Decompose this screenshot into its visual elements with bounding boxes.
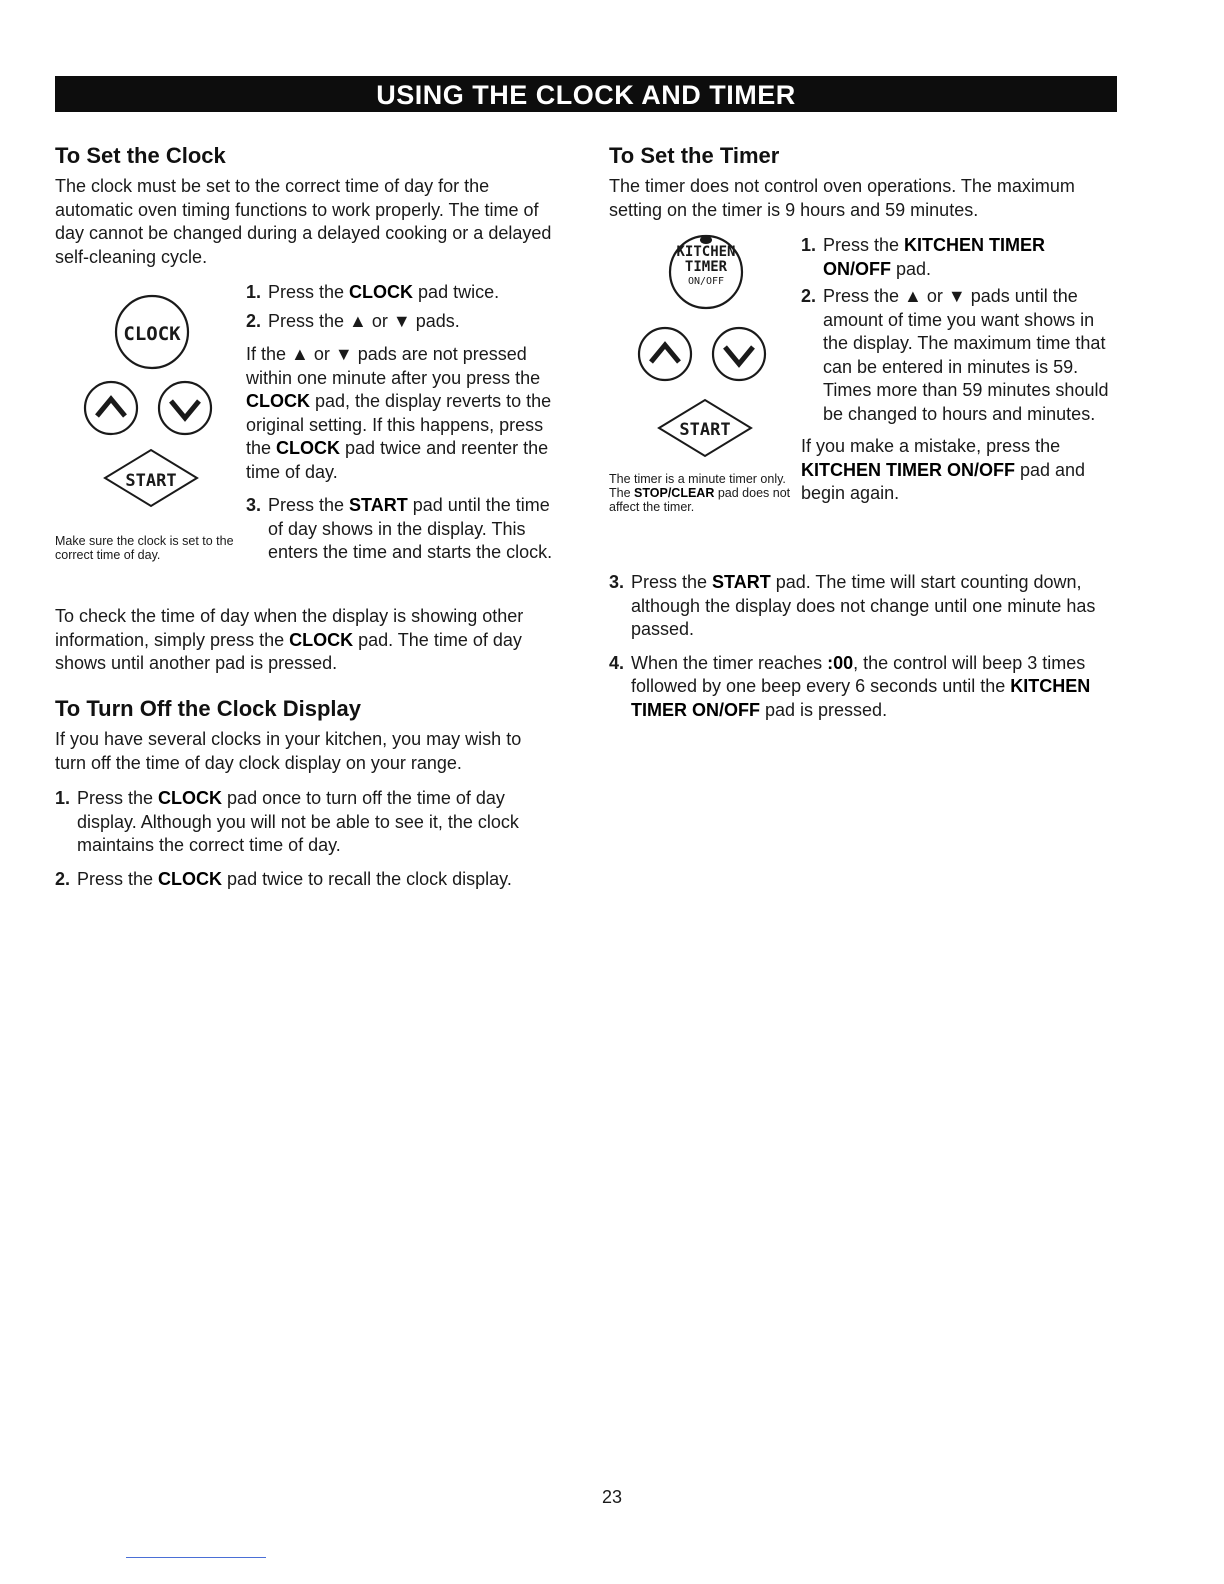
footer-rule xyxy=(126,1557,266,1558)
timer-pad-line-2: TIMER xyxy=(684,259,728,275)
set-timer-caption: The timer is a minute timer only. The STOP/CLEAR pad does not affect the timer. xyxy=(609,472,791,514)
up-arrow-icon: ▲ xyxy=(349,310,367,331)
set-timer-step-2: 2. Press the ▲ or ▼ pads until the amount of time you want shows in the display. The maximum time that can be entered in minutes is 59. Times more than 59 minutes should be changed to hours and minutes. xyxy=(801,286,1109,424)
up-arrow-icon: ▲ xyxy=(291,344,309,364)
clock-pad-label: CLOCK xyxy=(123,323,181,345)
timer-pad-line-1: KITCHEN xyxy=(676,244,736,260)
set-timer-intro: The timer does not control oven operations. The maximum setting on the timer is 9 hours and 59 minutes. xyxy=(609,176,1075,220)
set-clock-check-note: To check the time of day when the display is showing other information, simply press the CLOCK pad. The time of day shows until another pad is pressed. xyxy=(55,606,524,673)
start-pad xyxy=(659,400,751,456)
set-clock-note: If the ▲ or ▼ pads are not pressed within one minute after you press the CLOCK pad, the display reverts to the original setting. If this happens, press the CLOCK pad twice and reenter the time of day. xyxy=(246,344,552,482)
chevron-up-icon xyxy=(97,399,125,416)
down-arrow-icon: ▼ xyxy=(334,344,353,364)
turn-off-heading: To Turn Off the Clock Display xyxy=(55,696,361,721)
set-timer-mistake-note: If you make a mistake, press the KITCHEN TIMER ON/OFF pad and begin again. xyxy=(801,436,1086,503)
page-number: 23 xyxy=(601,1487,623,1507)
set-clock-step-3: 3. Press the START pad until the time of day shows in the display. This enters the time and starts the clock. xyxy=(246,495,553,562)
set-clock-heading: To Set the Clock xyxy=(55,143,226,168)
set-timer-step-1: 1. Press the KITCHEN TIMER ON/OFF pad. xyxy=(801,235,1046,279)
set-clock-step-2: 2. Press the ▲ or ▼ pads. xyxy=(246,310,460,331)
set-clock-intro: The clock must be set to the correct time of day for the automatic oven timing functions to work properly. The time of day cannot be changed during a delayed cooking or a delayed self-cleaning cycle. xyxy=(55,176,552,267)
kitchen-timer-pad xyxy=(670,236,742,308)
set-timer-step-3: 3. Press the START pad. The time will start counting down, although the display does not change until one minute has passed. xyxy=(609,572,1096,639)
chevron-down-icon xyxy=(171,401,199,418)
down-arrow-pad xyxy=(713,328,765,380)
turn-off-intro: If you have several clocks in your kitchen, you may wish to turn off the time of day clock display on your range. xyxy=(55,729,522,773)
start-pad xyxy=(105,450,197,506)
clock-pad xyxy=(116,296,188,368)
timer-pad-line-3: ON/OFF xyxy=(687,276,725,287)
timer-pad-illustration xyxy=(609,228,799,468)
turn-off-step-2: 2. Press the CLOCK pad twice to recall the clock display. xyxy=(55,868,512,889)
start-pad-label: START xyxy=(679,420,731,440)
page-banner: USING THE CLOCK AND TIMER xyxy=(55,76,1117,112)
turn-off-step-1: 1. Press the CLOCK pad once to turn off the time of day display. Although you will not be able to see it, the clock maintains the correct time of day. xyxy=(55,788,519,855)
up-arrow-pad xyxy=(85,382,137,434)
chevron-down-icon xyxy=(725,347,753,364)
down-arrow-icon: ▼ xyxy=(947,286,966,306)
set-clock-step-1: 1. Press the CLOCK pad twice. xyxy=(246,282,500,302)
down-arrow-pad xyxy=(159,382,211,434)
set-clock-caption: Make sure the clock is set to the correct time of day. xyxy=(55,534,234,562)
chevron-up-icon xyxy=(651,345,679,362)
up-arrow-pad xyxy=(639,328,691,380)
set-timer-step-4: 4. When the timer reaches :00, the control will beep 3 times followed by one beep every 6 seconds until the KITCHEN TIMER ON/OFF pad is pressed. xyxy=(609,652,1091,720)
down-arrow-icon: ▼ xyxy=(392,310,411,331)
set-timer-heading: To Set the Timer xyxy=(609,143,780,168)
up-arrow-icon: ▲ xyxy=(904,286,922,306)
clock-pad-illustration xyxy=(55,282,245,522)
start-pad-label: START xyxy=(125,471,177,491)
indicator-dot-icon xyxy=(700,236,712,244)
